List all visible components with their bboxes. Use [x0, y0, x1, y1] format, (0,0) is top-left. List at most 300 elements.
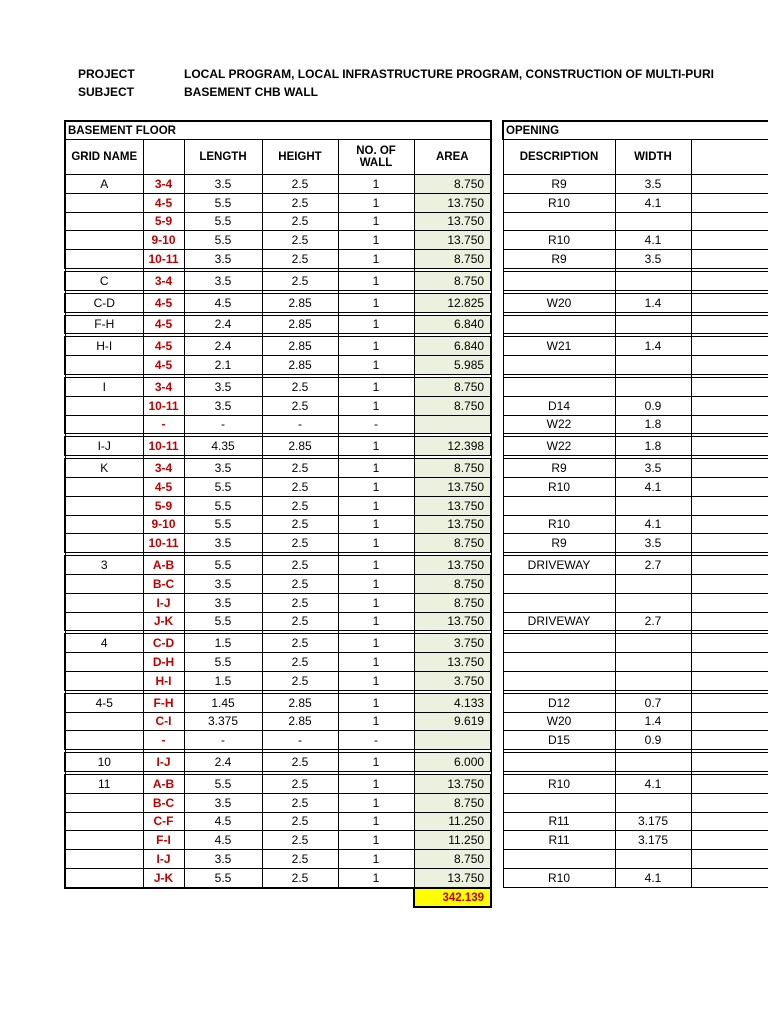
length-cell: 3.5 — [184, 850, 262, 869]
table-row — [65, 812, 491, 831]
table-row — [503, 693, 768, 712]
height-cell: 2.5 — [262, 515, 338, 534]
table-row — [65, 693, 491, 712]
grid-range-cell: 3-4 — [143, 377, 184, 396]
blank-cell — [691, 293, 768, 312]
grid-range-cell: 10-11 — [143, 534, 184, 553]
description-cell — [503, 574, 615, 593]
height-cell: 2.5 — [262, 250, 338, 269]
length-cell: 3.5 — [184, 534, 262, 553]
description-cell: R9 — [503, 250, 615, 269]
no-of-wall-cell: 1 — [338, 634, 414, 653]
blank-cell — [691, 356, 768, 375]
table-row — [65, 437, 491, 456]
table-row — [503, 271, 768, 290]
width-cell: 4.1 — [615, 515, 691, 534]
table-row — [503, 293, 768, 312]
project-value: LOCAL PROGRAM, LOCAL INFRASTRUCTURE PROGRAM, CONSTRUCTION OF MULTI-PURI — [184, 67, 714, 81]
basement-floor-title: BASEMENT FLOOR — [65, 121, 491, 140]
area-cell — [414, 415, 491, 434]
table-row — [503, 356, 768, 375]
length-cell: 1.5 — [184, 671, 262, 690]
table-row — [503, 812, 768, 831]
width-cell: 3.175 — [615, 831, 691, 850]
blank-cell — [691, 496, 768, 515]
grid-range-cell: H-I — [143, 671, 184, 690]
total-row — [65, 888, 491, 908]
length-cell: 4.5 — [184, 293, 262, 312]
description-cell: W22 — [503, 415, 615, 434]
length-cell: 4.5 — [184, 831, 262, 850]
area-cell: 4.133 — [414, 693, 491, 712]
length-cell: 5.5 — [184, 774, 262, 793]
description-cell — [503, 850, 615, 869]
table-row — [503, 459, 768, 478]
length-cell: 5.5 — [184, 868, 262, 887]
height-cell: 2.5 — [262, 671, 338, 690]
table-row — [503, 793, 768, 812]
grid-range-cell: 4-5 — [143, 337, 184, 356]
opening-table — [502, 120, 768, 888]
grid-name-cell: 4 — [65, 634, 143, 653]
length-cell: 5.5 — [184, 477, 262, 496]
table-row — [65, 612, 491, 631]
height-cell: 2.5 — [262, 231, 338, 250]
area-cell: 8.750 — [414, 396, 491, 415]
grid-range-cell: I-J — [143, 753, 184, 772]
grid-range-cell: 9-10 — [143, 231, 184, 250]
table-row — [503, 496, 768, 515]
grid-name-cell — [65, 415, 143, 434]
grid-name-cell — [65, 515, 143, 534]
table-row — [65, 574, 491, 593]
no-of-wall-cell: 1 — [338, 212, 414, 231]
length-cell: 3.5 — [184, 793, 262, 812]
no-of-wall-cell: 1 — [338, 175, 414, 194]
column-header: AREA — [414, 140, 491, 175]
grid-name-cell — [65, 477, 143, 496]
grid-name-cell — [65, 731, 143, 750]
width-cell — [615, 653, 691, 672]
grid-range-cell: I-J — [143, 850, 184, 869]
height-cell: 2.85 — [262, 712, 338, 731]
length-cell: 5.5 — [184, 515, 262, 534]
width-cell — [615, 496, 691, 515]
blank-cell — [691, 731, 768, 750]
table-row — [503, 534, 768, 553]
length-cell: - — [184, 731, 262, 750]
height-cell: 2.5 — [262, 377, 338, 396]
grid-range-cell: A-B — [143, 556, 184, 575]
grid-name-cell: I-J — [65, 437, 143, 456]
grid-name-cell: 4-5 — [65, 693, 143, 712]
height-cell: 2.5 — [262, 868, 338, 887]
grid-name-cell — [65, 356, 143, 375]
blank-cell — [65, 888, 143, 908]
area-cell: 3.750 — [414, 634, 491, 653]
width-cell: 4.1 — [615, 231, 691, 250]
blank-cell — [691, 850, 768, 869]
column-header: WIDTH — [615, 140, 691, 175]
height-cell: 2.5 — [262, 831, 338, 850]
grid-range-cell: 9-10 — [143, 515, 184, 534]
no-of-wall-cell: 1 — [338, 774, 414, 793]
table-row — [65, 850, 491, 869]
description-cell: W20 — [503, 293, 615, 312]
width-cell — [615, 634, 691, 653]
table-row — [503, 437, 768, 456]
blank-cell — [691, 556, 768, 575]
grid-name-cell: H-I — [65, 337, 143, 356]
height-cell: 2.5 — [262, 396, 338, 415]
table-row — [65, 653, 491, 672]
width-cell — [615, 377, 691, 396]
blank-cell — [691, 231, 768, 250]
grid-name-cell — [65, 671, 143, 690]
table-row — [65, 671, 491, 690]
area-cell: 5.985 — [414, 356, 491, 375]
subject-value: BASEMENT CHB WALL — [184, 85, 318, 99]
no-of-wall-cell: 1 — [338, 712, 414, 731]
description-cell: R10 — [503, 477, 615, 496]
description-cell: D12 — [503, 693, 615, 712]
description-cell: R10 — [503, 515, 615, 534]
grid-range-cell: 4-5 — [143, 477, 184, 496]
length-cell: 3.5 — [184, 377, 262, 396]
width-cell — [615, 850, 691, 869]
height-cell: 2.85 — [262, 693, 338, 712]
length-cell: 3.5 — [184, 175, 262, 194]
blank-cell — [691, 693, 768, 712]
length-cell: 2.1 — [184, 356, 262, 375]
height-cell: - — [262, 731, 338, 750]
area-cell: 13.750 — [414, 496, 491, 515]
area-cell: 8.750 — [414, 534, 491, 553]
blank-cell — [691, 634, 768, 653]
blank-cell — [691, 831, 768, 850]
table-row — [503, 774, 768, 793]
total-area-cell: 342.139 — [414, 888, 491, 908]
length-cell: 3.5 — [184, 593, 262, 612]
blank-cell — [691, 812, 768, 831]
description-cell: DRIVEWAY — [503, 556, 615, 575]
table-row — [65, 459, 491, 478]
grid-range-cell: F-I — [143, 831, 184, 850]
no-of-wall-cell: 1 — [338, 271, 414, 290]
grid-name-cell — [65, 831, 143, 850]
grid-range-cell: C-F — [143, 812, 184, 831]
height-cell: 2.85 — [262, 293, 338, 312]
area-cell: 11.250 — [414, 812, 491, 831]
length-cell: 5.5 — [184, 231, 262, 250]
description-cell — [503, 753, 615, 772]
grid-range-cell: 4-5 — [143, 315, 184, 334]
no-of-wall-cell: 1 — [338, 593, 414, 612]
no-of-wall-cell: 1 — [338, 653, 414, 672]
height-cell: 2.85 — [262, 356, 338, 375]
no-of-wall-cell: - — [338, 415, 414, 434]
blank-cell — [691, 868, 768, 887]
table-row — [503, 175, 768, 194]
grid-name-cell: 10 — [65, 753, 143, 772]
blank-cell — [691, 774, 768, 793]
table-row — [503, 515, 768, 534]
table-row — [65, 868, 491, 887]
height-cell: 2.5 — [262, 496, 338, 515]
blank-cell — [691, 415, 768, 434]
width-cell: 0.9 — [615, 396, 691, 415]
blank-cell — [691, 477, 768, 496]
blank-cell — [691, 793, 768, 812]
height-cell: 2.5 — [262, 793, 338, 812]
grid-range-cell: A-B — [143, 774, 184, 793]
table-row — [503, 831, 768, 850]
length-cell: 5.5 — [184, 496, 262, 515]
table-row — [65, 593, 491, 612]
table-row — [65, 356, 491, 375]
grid-name-cell — [65, 593, 143, 612]
table-row — [503, 231, 768, 250]
table-row — [503, 556, 768, 575]
no-of-wall-cell: 1 — [338, 293, 414, 312]
area-cell: 13.750 — [414, 556, 491, 575]
table-row — [65, 415, 491, 434]
table-row — [65, 534, 491, 553]
blank-cell — [691, 612, 768, 631]
table-row — [503, 193, 768, 212]
area-cell: 13.750 — [414, 612, 491, 631]
length-cell: 5.5 — [184, 612, 262, 631]
area-cell: 13.750 — [414, 653, 491, 672]
grid-range-cell: 10-11 — [143, 396, 184, 415]
grid-range-cell: C-D — [143, 634, 184, 653]
table-row — [65, 712, 491, 731]
table-row — [503, 712, 768, 731]
width-cell: 4.1 — [615, 193, 691, 212]
blank-cell — [691, 712, 768, 731]
grid-range-cell: 5-9 — [143, 496, 184, 515]
table-row — [503, 612, 768, 631]
no-of-wall-cell: 1 — [338, 193, 414, 212]
table-row — [503, 477, 768, 496]
height-cell: 2.5 — [262, 459, 338, 478]
table-row — [65, 377, 491, 396]
no-of-wall-cell: 1 — [338, 515, 414, 534]
grid-range-cell: J-K — [143, 868, 184, 887]
length-cell: 2.4 — [184, 337, 262, 356]
area-cell: 6.840 — [414, 337, 491, 356]
height-cell: 2.5 — [262, 653, 338, 672]
area-cell: 8.750 — [414, 574, 491, 593]
height-cell: 2.85 — [262, 337, 338, 356]
width-cell — [615, 753, 691, 772]
project-label: PROJECT — [78, 67, 135, 81]
table-row — [503, 731, 768, 750]
no-of-wall-cell: 1 — [338, 671, 414, 690]
height-cell: 2.5 — [262, 212, 338, 231]
description-cell: D15 — [503, 731, 615, 750]
table-row — [503, 653, 768, 672]
grid-range-cell: 3-4 — [143, 459, 184, 478]
description-cell — [503, 653, 615, 672]
no-of-wall-cell: 1 — [338, 868, 414, 887]
grid-name-cell — [65, 712, 143, 731]
width-cell: 0.7 — [615, 693, 691, 712]
grid-range-cell: F-H — [143, 693, 184, 712]
grid-range-cell: I-J — [143, 593, 184, 612]
table-row — [65, 193, 491, 212]
blank-cell — [691, 574, 768, 593]
area-cell: 8.750 — [414, 850, 491, 869]
area-cell: 13.750 — [414, 193, 491, 212]
no-of-wall-cell: 1 — [338, 337, 414, 356]
height-cell: 2.85 — [262, 437, 338, 456]
grid-range-cell: 4-5 — [143, 356, 184, 375]
grid-range-cell: 3-4 — [143, 271, 184, 290]
length-cell: 3.5 — [184, 574, 262, 593]
length-cell: 3.5 — [184, 250, 262, 269]
length-cell: - — [184, 415, 262, 434]
width-cell — [615, 671, 691, 690]
subject-label: SUBJECT — [78, 85, 135, 99]
length-cell: 5.5 — [184, 556, 262, 575]
table-row — [65, 831, 491, 850]
width-cell: 0.9 — [615, 731, 691, 750]
blank-cell — [691, 271, 768, 290]
table-row — [503, 377, 768, 396]
no-of-wall-cell: 1 — [338, 459, 414, 478]
area-cell: 13.750 — [414, 477, 491, 496]
description-cell — [503, 271, 615, 290]
table-row — [65, 753, 491, 772]
table-row — [503, 415, 768, 434]
description-cell — [503, 315, 615, 334]
height-cell: 2.5 — [262, 534, 338, 553]
grid-range-cell: - — [143, 415, 184, 434]
description-cell — [503, 356, 615, 375]
grid-range-cell: 10-11 — [143, 437, 184, 456]
table-row — [503, 250, 768, 269]
blank-cell — [691, 671, 768, 690]
description-cell: R10 — [503, 231, 615, 250]
description-cell: DRIVEWAY — [503, 612, 615, 631]
blank-cell — [691, 653, 768, 672]
no-of-wall-cell: 1 — [338, 812, 414, 831]
length-cell: 1.5 — [184, 634, 262, 653]
width-cell: 4.1 — [615, 774, 691, 793]
grid-name-cell — [65, 193, 143, 212]
table-row — [65, 250, 491, 269]
grid-range-cell: 4-5 — [143, 293, 184, 312]
length-cell: 4.5 — [184, 812, 262, 831]
description-cell: R10 — [503, 193, 615, 212]
height-cell: 2.5 — [262, 593, 338, 612]
no-of-wall-cell: 1 — [338, 556, 414, 575]
width-cell — [615, 593, 691, 612]
length-cell: 3.5 — [184, 459, 262, 478]
blank-cell — [184, 888, 262, 908]
no-of-wall-cell: - — [338, 731, 414, 750]
blank-cell — [691, 250, 768, 269]
width-cell — [615, 574, 691, 593]
blank-cell — [691, 437, 768, 456]
width-cell — [615, 212, 691, 231]
description-cell — [503, 496, 615, 515]
height-cell: 2.5 — [262, 574, 338, 593]
table-row — [65, 477, 491, 496]
description-cell: R9 — [503, 175, 615, 194]
no-of-wall-cell: 1 — [338, 396, 414, 415]
grid-name-cell — [65, 534, 143, 553]
grid-range-cell: C-I — [143, 712, 184, 731]
grid-name-cell — [65, 496, 143, 515]
no-of-wall-cell: 1 — [338, 693, 414, 712]
length-cell: 5.5 — [184, 653, 262, 672]
table-row — [65, 271, 491, 290]
grid-name-cell: C — [65, 271, 143, 290]
height-cell: 2.5 — [262, 271, 338, 290]
grid-name-cell — [65, 850, 143, 869]
table-row — [503, 850, 768, 869]
height-cell: 2.5 — [262, 634, 338, 653]
no-of-wall-cell: 1 — [338, 315, 414, 334]
grid-range-cell: D-H — [143, 653, 184, 672]
height-cell: 2.5 — [262, 193, 338, 212]
grid-name-cell — [65, 653, 143, 672]
blank-cell — [691, 459, 768, 478]
area-cell: 12.825 — [414, 293, 491, 312]
table-row — [65, 774, 491, 793]
blank-cell — [691, 396, 768, 415]
no-of-wall-cell: 1 — [338, 612, 414, 631]
no-of-wall-cell: 1 — [338, 437, 414, 456]
width-cell: 1.8 — [615, 437, 691, 456]
area-cell: 8.750 — [414, 377, 491, 396]
description-cell: W21 — [503, 337, 615, 356]
table-row — [65, 212, 491, 231]
description-cell: R9 — [503, 534, 615, 553]
no-of-wall-cell: 1 — [338, 831, 414, 850]
table-row — [65, 396, 491, 415]
table-row — [503, 671, 768, 690]
blank-cell — [691, 212, 768, 231]
area-cell: 3.750 — [414, 671, 491, 690]
area-cell: 8.750 — [414, 250, 491, 269]
blank-cell — [691, 315, 768, 334]
no-of-wall-cell: 1 — [338, 250, 414, 269]
blank-cell — [691, 175, 768, 194]
grid-name-cell — [65, 812, 143, 831]
area-cell: 13.750 — [414, 212, 491, 231]
column-header — [691, 140, 768, 175]
width-cell: 1.4 — [615, 337, 691, 356]
area-cell: 8.750 — [414, 459, 491, 478]
width-cell: 1.8 — [615, 415, 691, 434]
table-row — [65, 515, 491, 534]
description-cell — [503, 593, 615, 612]
table-row — [503, 315, 768, 334]
description-cell: D14 — [503, 396, 615, 415]
table-row — [65, 337, 491, 356]
grid-range-cell: 3-4 — [143, 175, 184, 194]
height-cell: 2.85 — [262, 315, 338, 334]
blank-cell — [262, 888, 338, 908]
length-cell: 2.4 — [184, 315, 262, 334]
grid-range-cell: J-K — [143, 612, 184, 631]
width-cell — [615, 315, 691, 334]
area-cell: 13.750 — [414, 868, 491, 887]
grid-name-cell: F-H — [65, 315, 143, 334]
